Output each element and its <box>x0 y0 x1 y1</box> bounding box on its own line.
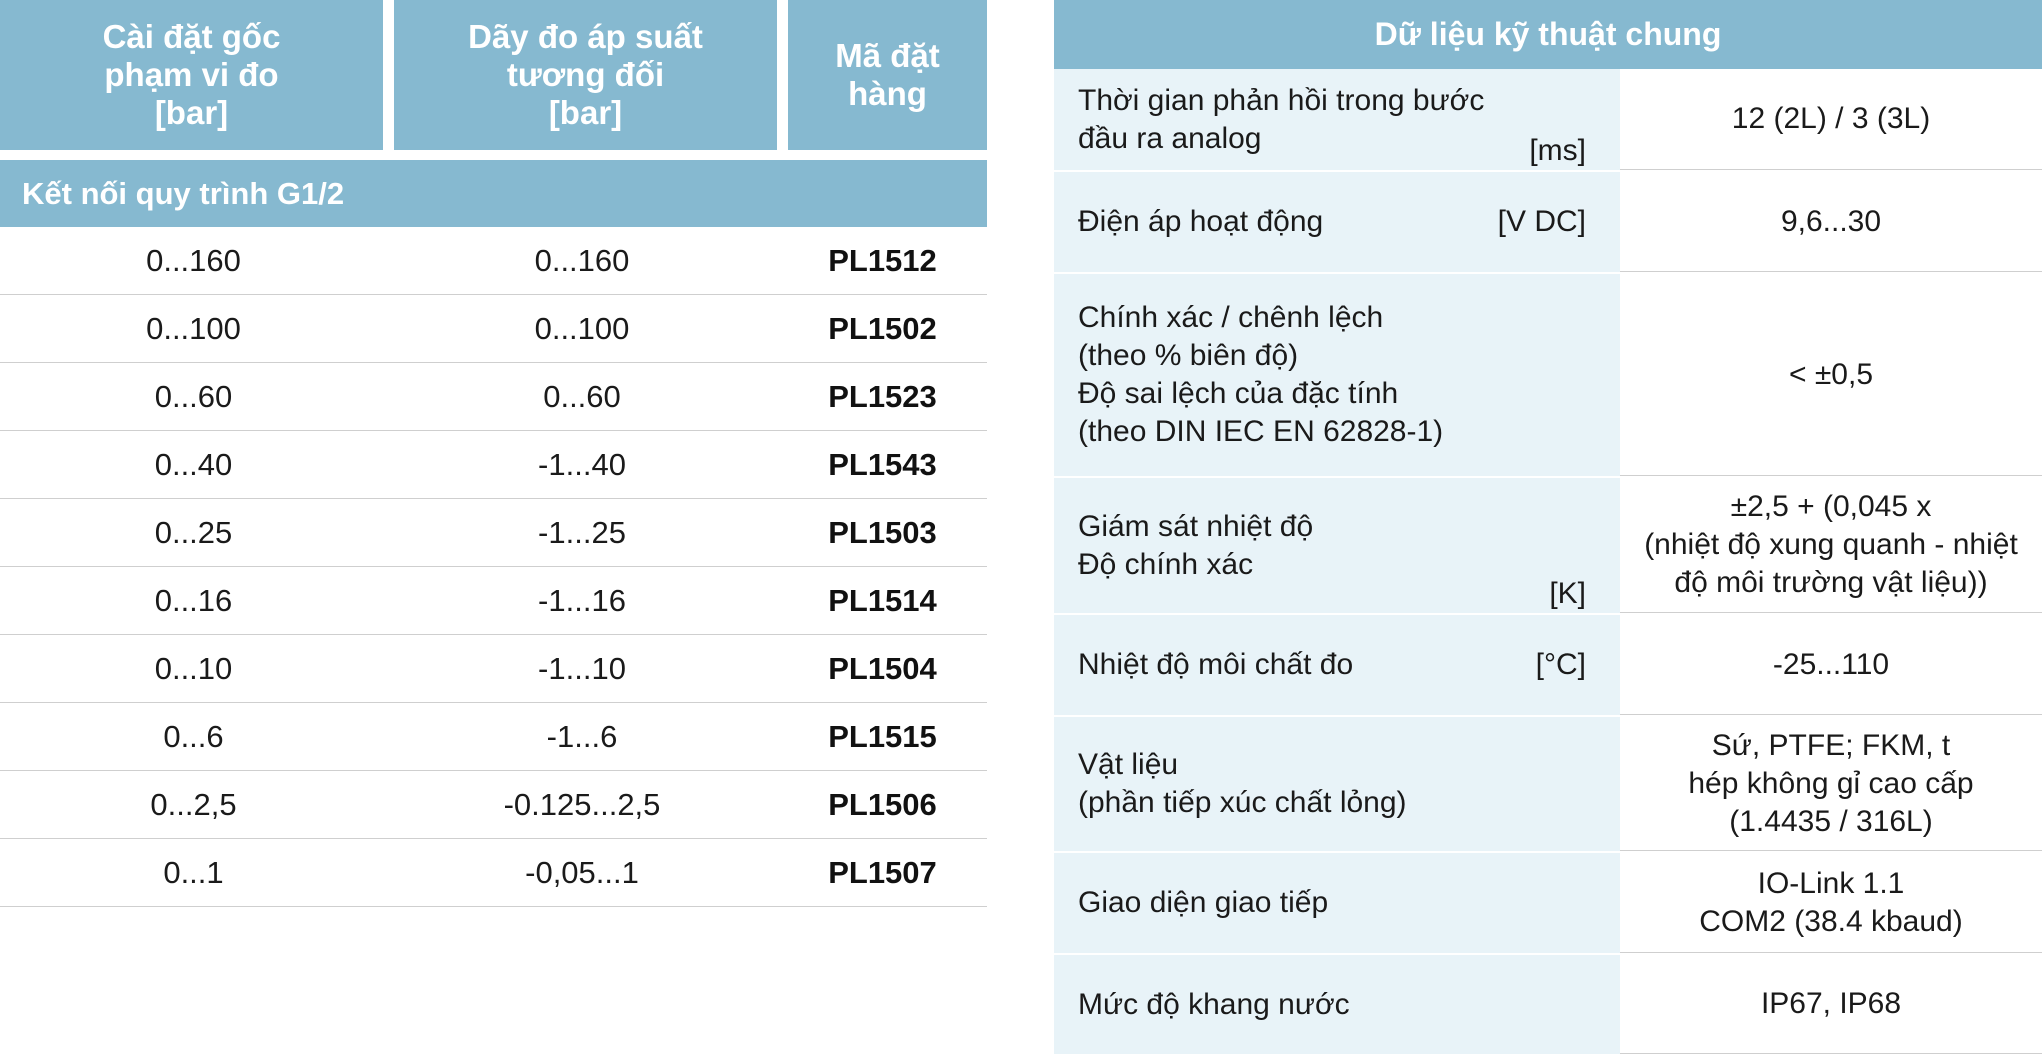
table-row <box>0 227 987 295</box>
spec-label: Mức độ khang nước <box>1078 987 1350 1021</box>
spec-value: -25...110 <box>1620 615 2042 715</box>
table-row <box>0 295 987 363</box>
cell-relative: -1...6 <box>546 719 618 754</box>
header-relative-range: Dãy đo áp suất tương đối [bar] <box>394 0 777 150</box>
spec-label: Giao diện giao tiếp <box>1078 886 1329 919</box>
spec-row <box>1054 715 2042 851</box>
cell-range: 0...25 <box>154 515 233 550</box>
cell-relative: -1...10 <box>538 651 626 686</box>
spec-row <box>1054 170 2042 272</box>
spec-label: Giám sát nhiệt độ Độ chính xác <box>1078 509 1314 581</box>
spec-row <box>1054 851 2042 953</box>
spec-row <box>1054 613 2042 715</box>
spec-label-cell <box>1054 172 1620 272</box>
spec-label-cell <box>1054 274 1620 476</box>
spec-label-cell <box>1054 478 1620 613</box>
cell-range: 0...40 <box>154 447 233 482</box>
header-factory-range: Cài đặt gốc phạm vi đo [bar] <box>0 0 383 150</box>
cell-order-code: PL1504 <box>828 651 937 686</box>
technical-data-title: Dữ liệu kỹ thuật chung <box>1054 0 2042 69</box>
order-table-header <box>0 0 987 150</box>
table-row <box>0 635 987 703</box>
cell-relative: -1...25 <box>538 515 626 550</box>
cell-range: 0...6 <box>163 719 224 754</box>
cell-order-code: PL1523 <box>828 379 937 414</box>
cell-order-code: PL1507 <box>828 855 937 890</box>
spec-label-cell <box>1054 955 1620 1054</box>
cell-order-code: PL1514 <box>828 583 937 618</box>
cell-order-code: PL1515 <box>828 719 937 754</box>
spec-label: Thời gian phản hồi trong bước đầu ra analog <box>1078 83 1485 155</box>
spec-unit: [V DC] <box>1497 205 1586 238</box>
cell-range: 0...100 <box>146 311 241 346</box>
table-row <box>0 567 987 635</box>
spec-row <box>1054 476 2042 613</box>
spec-unit: [ms] <box>1529 134 1586 167</box>
cell-order-code: PL1503 <box>828 515 937 550</box>
spec-label-cell <box>1054 717 1620 851</box>
spec-value: < ±0,5 <box>1620 274 2042 476</box>
spec-label-cell <box>1054 615 1620 715</box>
spec-row <box>1054 953 2042 1054</box>
spec-value: 12 (2L) / 3 (3L) <box>1620 69 2042 170</box>
technical-data-table <box>1054 0 2042 1054</box>
cell-range: 0...1 <box>163 855 224 890</box>
spec-value: IP67, IP68 <box>1620 955 2042 1054</box>
order-table <box>0 0 987 907</box>
spec-unit: [K] <box>1549 577 1586 610</box>
spec-label-cell <box>1054 853 1620 953</box>
cell-relative: 0...60 <box>543 379 621 414</box>
cell-range: 0...2,5 <box>150 787 237 822</box>
cell-range: 0...60 <box>154 379 233 414</box>
table-row <box>0 771 987 839</box>
cell-relative: -1...40 <box>538 447 626 482</box>
cell-relative: -0,05...1 <box>525 855 639 890</box>
spec-value: 9,6...30 <box>1620 172 2042 272</box>
spec-label: Chính xác / chênh lệch (theo % biên độ) Độ sai lệch của đặc tính (theo DIN IEC EN 62828-1) <box>1078 301 1444 448</box>
cell-relative: 0...160 <box>534 243 630 278</box>
spec-label: Điện áp hoạt động <box>1078 205 1324 238</box>
cell-range: 0...160 <box>146 243 241 278</box>
cell-order-code: PL1543 <box>828 447 937 482</box>
cell-order-code: PL1512 <box>828 243 937 278</box>
order-rows <box>0 227 987 907</box>
cell-relative: -1...16 <box>538 583 626 618</box>
cell-relative: 0...100 <box>534 311 630 346</box>
spec-value: Sứ, PTFE; FKM, t hép không gỉ cao cấp (1.4435 / 316L) <box>1620 717 2042 851</box>
spec-unit: [°C] <box>1535 648 1586 681</box>
spec-label: Vật liệu (phần tiếp xúc chất lỏng) <box>1078 748 1407 819</box>
spec-label: Nhiệt độ môi chất đo <box>1078 648 1354 681</box>
spec-label-cell <box>1054 69 1620 170</box>
spec-row <box>1054 272 2042 476</box>
table-row <box>0 363 987 431</box>
cell-range: 0...10 <box>154 651 233 686</box>
header-order-code: Mã đặt hàng <box>788 0 987 150</box>
table-row <box>0 703 987 771</box>
cell-range: 0...16 <box>154 583 233 618</box>
spec-row <box>1054 69 2042 170</box>
spec-value: IO-Link 1.1 COM2 (38.4 kbaud) <box>1620 853 2042 953</box>
cell-relative: -0.125...2,5 <box>503 787 661 822</box>
table-row <box>0 499 987 567</box>
table-row <box>0 839 987 907</box>
cell-order-code: PL1502 <box>828 311 937 346</box>
section-heading: Kết nối quy trình G1/2 <box>0 160 987 227</box>
cell-order-code: PL1506 <box>828 787 937 822</box>
spec-value: ±2,5 + (0,045 x (nhiệt độ xung quanh - nhiệt độ môi trường vật liệu)) <box>1620 478 2042 613</box>
table-row <box>0 431 987 499</box>
